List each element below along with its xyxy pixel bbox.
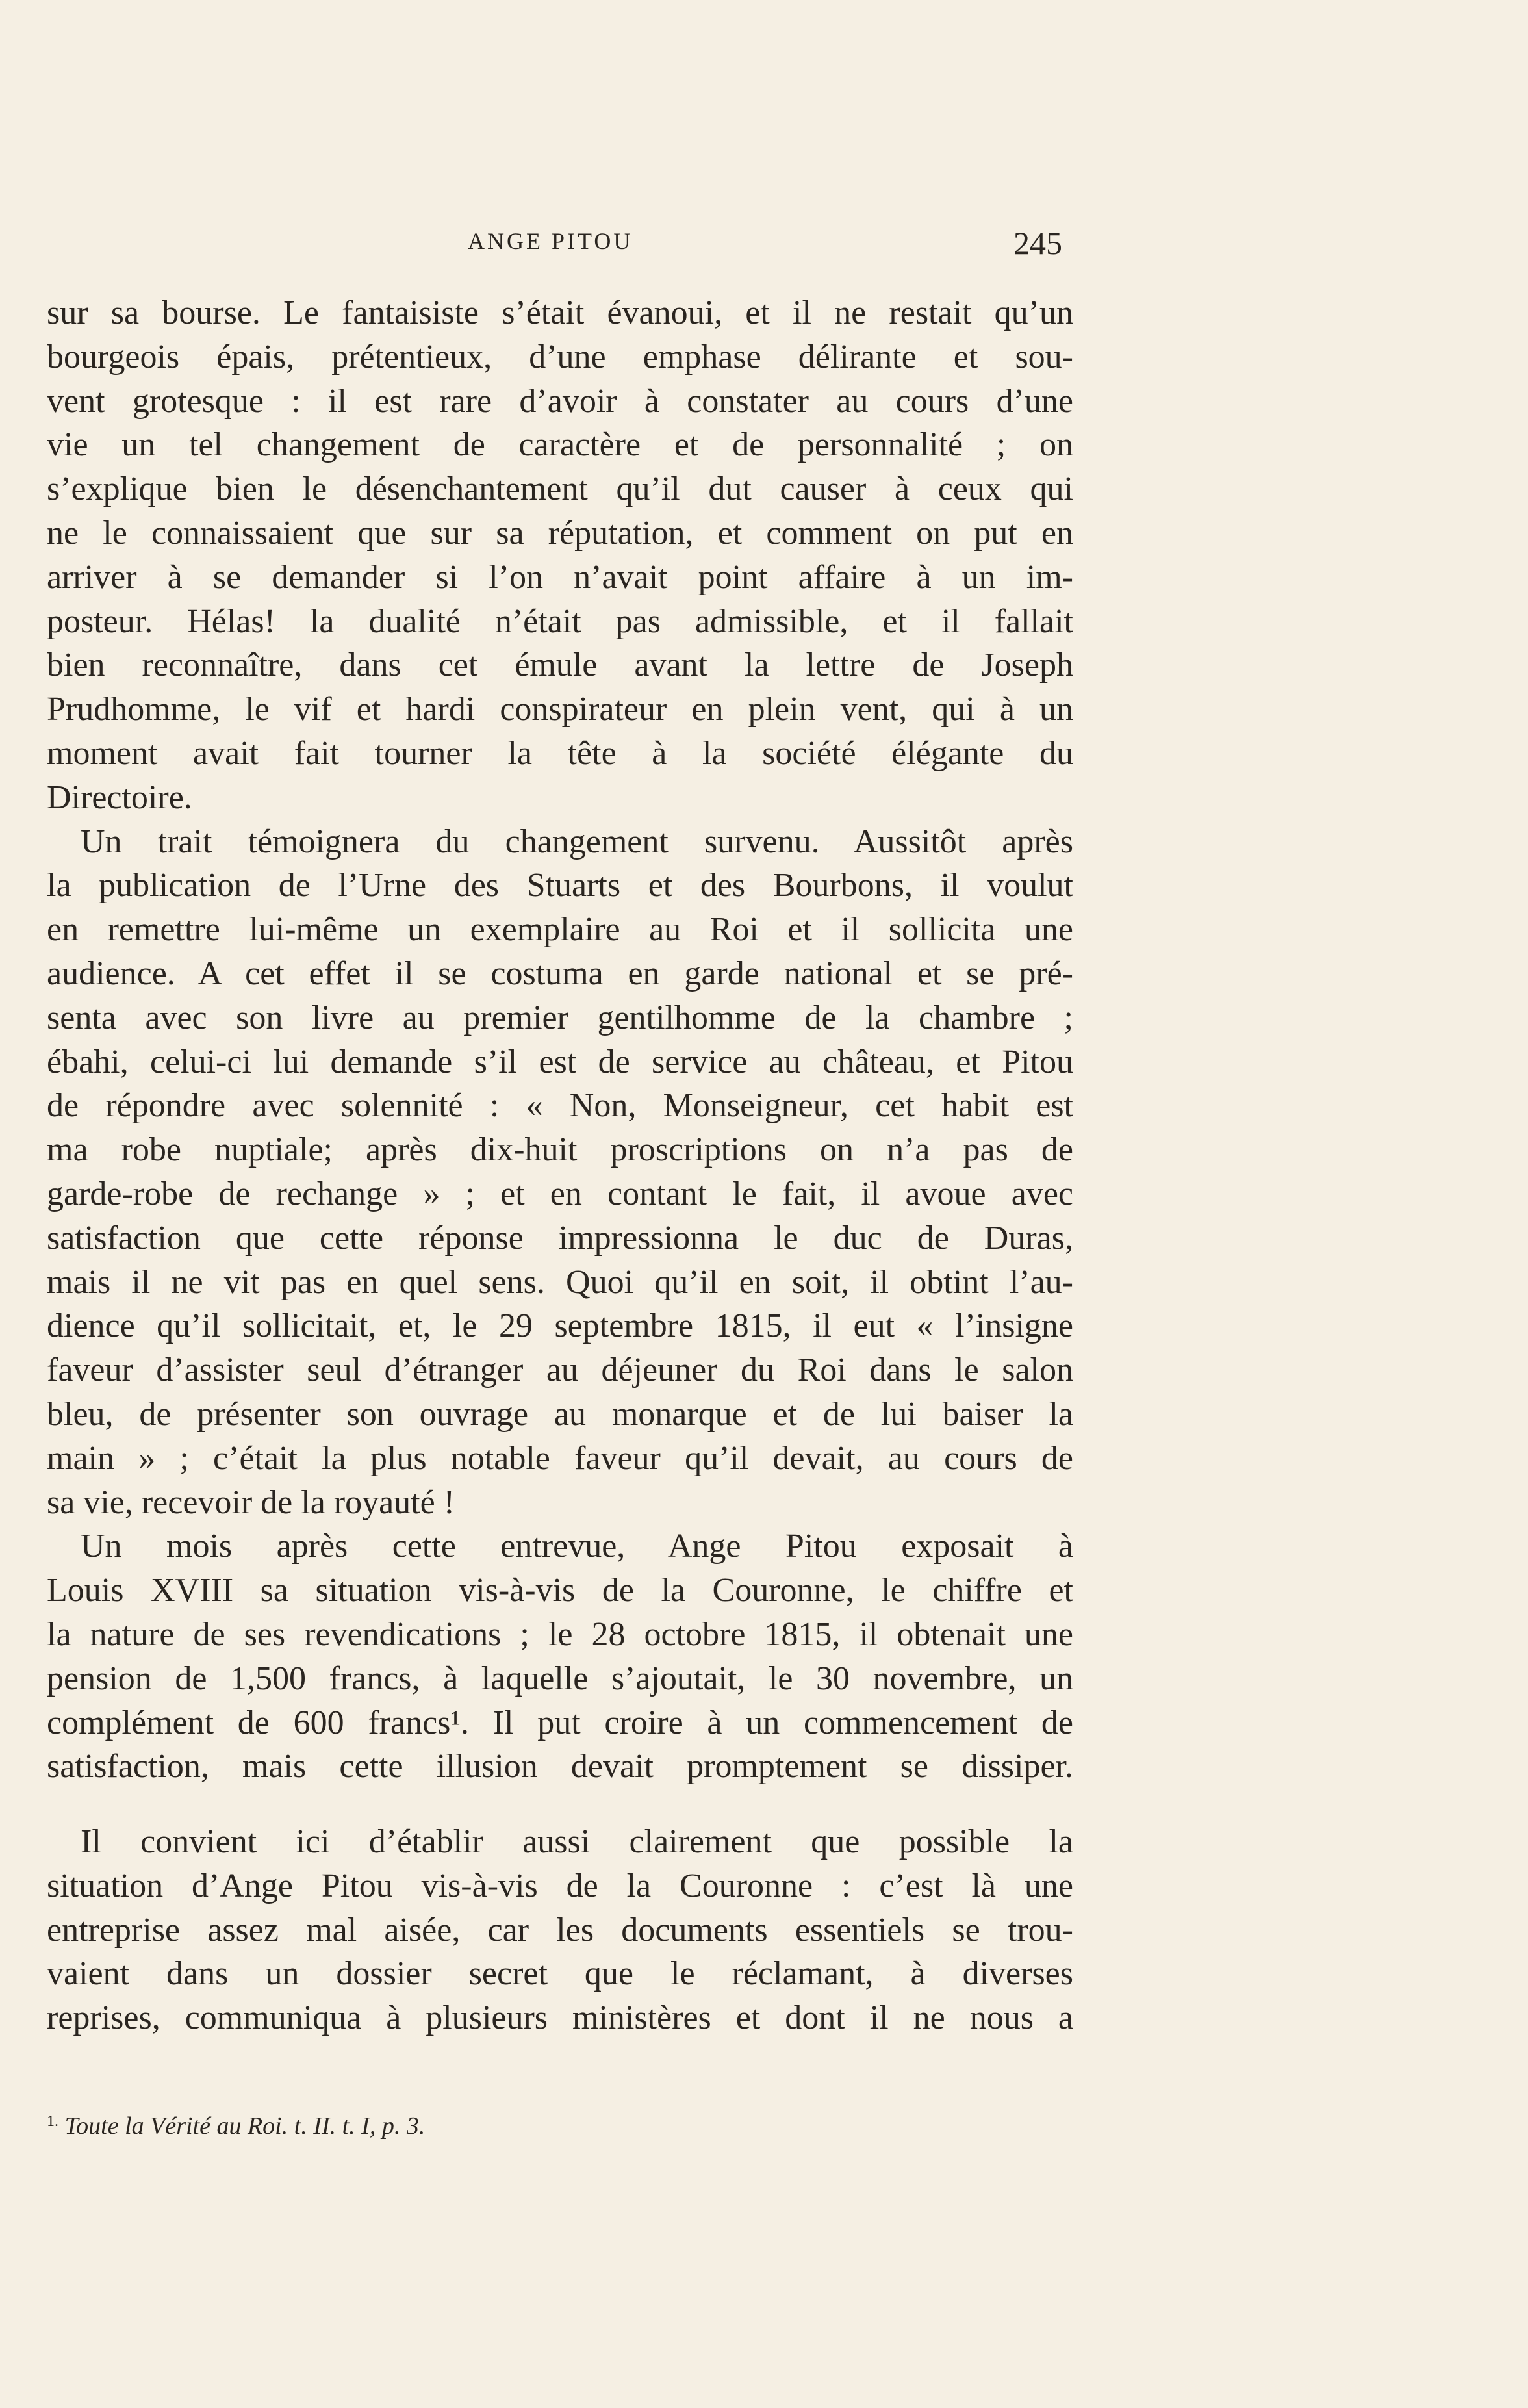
text-line: faveur d’assister seul d’étranger au déjeuner du Roi dans le salon: [47, 1351, 1073, 1389]
text-line: Un trait témoignera du changement survenu. Aussitôt après: [81, 823, 1073, 860]
text-line: la publication de l’Urne des Stuarts et des Bourbons, il voulut: [47, 867, 1073, 904]
text-line: Directoire.: [47, 778, 192, 816]
footnote-text: Toute la Vérité au Roi. t. II. t. I, p. 3.: [64, 2112, 426, 2140]
text-line: mais il ne vit pas en quel sens. Quoi qu’il en soit, il obtint l’au-: [47, 1263, 1073, 1301]
paragraph-4: [47, 1820, 1073, 2040]
text-line: senta avec son livre au premier gentilhomme de la chambre ;: [47, 999, 1073, 1036]
text-line: main » ; c’était la plus notable faveur qu’il devait, au cours de: [47, 1439, 1073, 1477]
text-line: de répondre avec solennité : « Non, Monseigneur, cet habit est: [47, 1087, 1073, 1125]
footnote: [47, 2112, 425, 2140]
text-line: Un mois après cette entrevue, Ange Pitou exposait à: [81, 1528, 1073, 1565]
text-line: bourgeois épais, prétentieux, d’une emphase délirante et sou-: [47, 338, 1073, 376]
text-line: audience. A cet effet il se costuma en garde national et se pré-: [47, 954, 1073, 992]
text-line: pension de 1,500 francs, à laquelle s’ajoutait, le 30 novembre, un: [47, 1659, 1073, 1697]
text-line: ébahi, celui-ci lui demande s’il est de service au château, et Pitou: [47, 1043, 1073, 1081]
text-line: garde-robe de rechange » ; et en contant le fait, il avoue avec: [47, 1175, 1073, 1212]
page-number: 245: [1013, 225, 1062, 261]
text-line: entreprise assez mal aisée, car les documents essentiels se trou-: [47, 1911, 1073, 1949]
text-line: en remettre lui-même un exemplaire au Roi et il sollicita une: [47, 911, 1073, 949]
paragraph-3: [47, 1524, 1073, 1789]
text-line: bien reconnaître, dans cet émule avant la lettre de Joseph: [47, 647, 1073, 684]
text-line: vaient dans un dossier secret que le réclamant, à diverses: [47, 1955, 1073, 1993]
text-line: sa vie, recevoir de la royauté !: [47, 1483, 455, 1521]
paragraph-1: [47, 291, 1073, 820]
text-line: situation d’Ange Pitou vis-à-vis de la Couronne : c’est là une: [47, 1867, 1073, 1904]
text-line: ne le connaissaient que sur sa réputation, et comment on put en: [47, 514, 1073, 552]
paragraph-2: [47, 820, 1073, 1525]
text-line: la nature de ses revendications ; le 28 octobre 1815, il obtenait une: [47, 1615, 1073, 1653]
text-line: s’explique bien le désenchantement qu’il dut causer à ceux qui: [47, 470, 1073, 508]
text-line: ma robe nuptiale; après dix-huit proscriptions on n’a pas de: [47, 1131, 1073, 1169]
text-line: arriver à se demander si l’on n’avait point affaire à un im-: [47, 558, 1073, 596]
text-line: posteur. Hélas! la dualité n’était pas admissible, et il fallait: [47, 602, 1073, 640]
text-line: complément de 600 francs¹. Il put croire à un commencement de: [47, 1704, 1073, 1741]
text-line: reprises, communiqua à plusieurs ministères et dont il ne nous a: [47, 1999, 1073, 2037]
text-line: satisfaction que cette réponse impressionna le duc de Duras,: [47, 1219, 1073, 1257]
section-gap: [47, 1789, 1073, 1820]
running-title: ANGE PITOU: [468, 228, 633, 254]
text-line: Il convient ici d’établir aussi clairement que possible la: [81, 1823, 1073, 1861]
text-line: vie un tel changement de caractère et de personnalité ; on: [47, 426, 1073, 464]
text-line: dience qu’il sollicitait, et, le 29 septembre 1815, il eut « l’insigne: [47, 1307, 1073, 1345]
text-line: vent grotesque : il est rare d’avoir à constater au cours d’une: [47, 382, 1073, 420]
text-line: Louis XVIII sa situation vis-à-vis de la Couronne, le chiffre et: [47, 1572, 1073, 1609]
text-line: bleu, de présenter son ouvrage au monarque et de lui baiser la: [47, 1395, 1073, 1433]
body-text: [47, 291, 1073, 2040]
footnote-marker: 1.: [47, 2113, 58, 2130]
text-line: sur sa bourse. Le fantaisiste s’était évanoui, et il ne restait qu’un: [47, 294, 1073, 331]
text-line: moment avait fait tourner la tête à la société élégante du: [47, 734, 1073, 772]
text-line: satisfaction, mais cette illusion devait promptement se dissiper.: [47, 1748, 1073, 1786]
text-line: Prudhomme, le vif et hardi conspirateur en plein vent, qui à un: [47, 691, 1073, 728]
